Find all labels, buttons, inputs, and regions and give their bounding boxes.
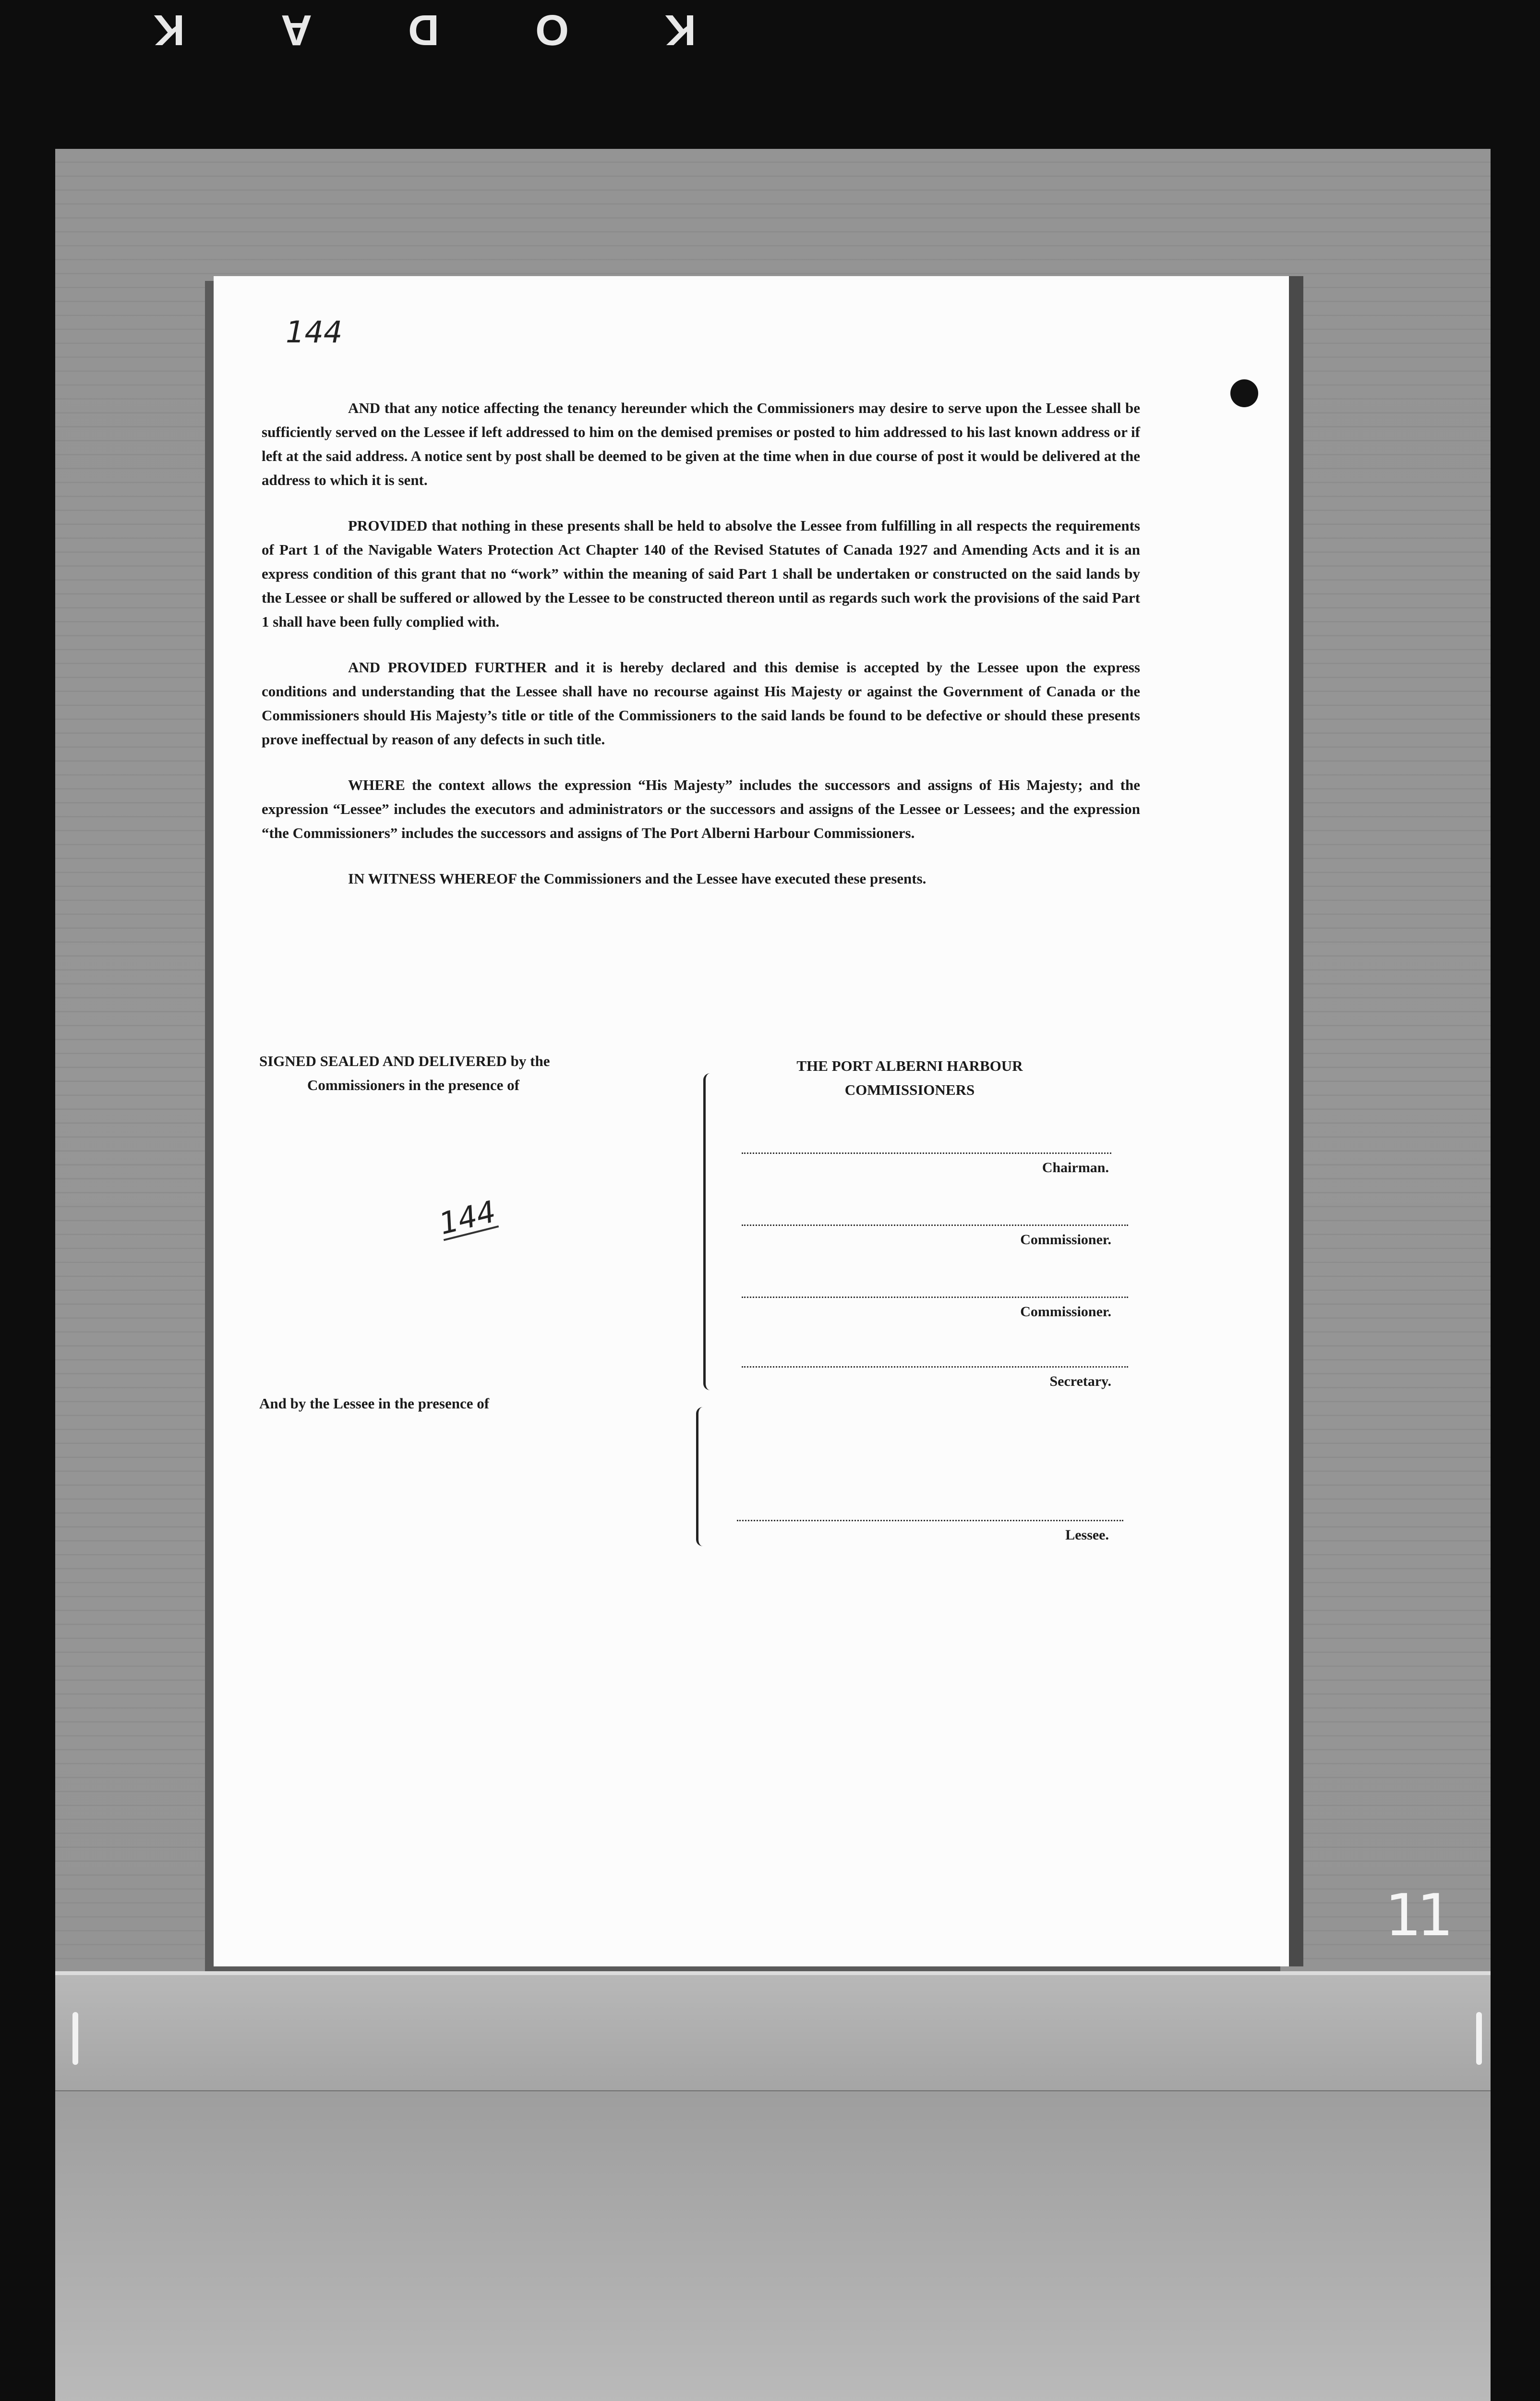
lessee-brace: [696, 1407, 708, 1546]
chairman-signature-line: [742, 1152, 1111, 1154]
commissioners-title: [780, 1054, 1039, 1102]
document-page: [214, 276, 1289, 1966]
right-pin: [1476, 2012, 1482, 2065]
org-name-line2: COMMISSIONERS: [844, 1081, 975, 1098]
folio-number-top: 144: [286, 315, 343, 350]
commissioners-presence-line: Commissioners in the presence of: [307, 1077, 519, 1093]
left-pin: [72, 2012, 78, 2065]
paragraph-provided: PROVIDED that nothing in these presents shall be held to absolve the Lessee from fulfilling in all respects the requirements of Part 1 of the Navigable Waters Protection Act Chapter 140 of the Revised Statutes of Canada 1927 and Amending Acts and it is an express condition of this grant that no “work” within the meaning of said Part 1 shall be undertaken or constructed on the said lands by the Lessee or shall be suffered or allowed by the Lessee to be constructed thereon until as regards such work the provisions of the said Part 1 shall have been fully complied with.: [262, 517, 1140, 630]
folio-number-middle: 144: [435, 1193, 499, 1242]
chairman-label: Chairman.: [1042, 1160, 1109, 1176]
paragraph-where: WHERE the context allows the expression “His Majesty” includes the successors and assigns of His Majesty; and the expression “Lessee” includes the executors and administrators or the successors and assigns of the Lessee or Lessees; and the expression “the Commissioners” includes the successors and assigns of The Port Alberni Harbour Commissioners.: [262, 776, 1140, 841]
commissioner-2-signature-line: [742, 1297, 1128, 1298]
lessee-witness-line: And by the Lessee in the presence of: [259, 1395, 490, 1412]
paragraph-provided-further: AND PROVIDED FURTHER and it is hereby declared and this demise is accepted by the Lessee upon the express conditions and understanding that the Lessee shall have no recourse against His Majesty or against the Government of Canada or the Commissioners should His Majesty’s title or title of the Commissioners to the said lands be found to be defective or should these presents prove ineffectual by reason of any defects in such title.: [262, 659, 1140, 748]
org-name-line1: THE PORT ALBERNI HARBOUR: [796, 1057, 1023, 1074]
commissioners-witness-block: [259, 1049, 643, 1097]
lessee-signature-line: [737, 1520, 1123, 1521]
board-strip: [55, 1971, 1491, 2095]
film-edge-marking: KODAK: [58, 6, 696, 54]
lessee-label: Lessee.: [1065, 1527, 1109, 1543]
secretary-signature-line: [742, 1366, 1128, 1368]
commissioners-brace: [703, 1073, 715, 1390]
signed-sealed-line: SIGNED SEALED AND DELIVERED by the: [259, 1053, 550, 1069]
paragraph-in-witness: IN WITNESS WHEREOF the Commissioners and the Lessee have executed these presents.: [348, 870, 926, 887]
board-side-mark: 11: [1385, 1882, 1449, 1949]
punch-hole: [1230, 379, 1258, 407]
paragraph-notice: AND that any notice affecting the tenancy hereunder which the Commissioners may desire to serve upon the Lessee shall be sufficiently served on the Lessee if left addressed to him on the demised premises or posted to him addressed to his last known address or if left at the said address. A notice sent by post shall be deemed to be given at the time when in due course of post it would be delivered at the address to which it is sent.: [262, 400, 1140, 488]
secretary-label: Secretary.: [1049, 1373, 1111, 1389]
commissioner-2-label: Commissioner.: [1020, 1304, 1111, 1320]
commissioner-1-signature-line: [742, 1225, 1128, 1226]
document-body: [262, 396, 1140, 912]
commissioner-1-label: Commissioner.: [1020, 1232, 1111, 1248]
board-lower-area: [55, 2091, 1491, 2401]
